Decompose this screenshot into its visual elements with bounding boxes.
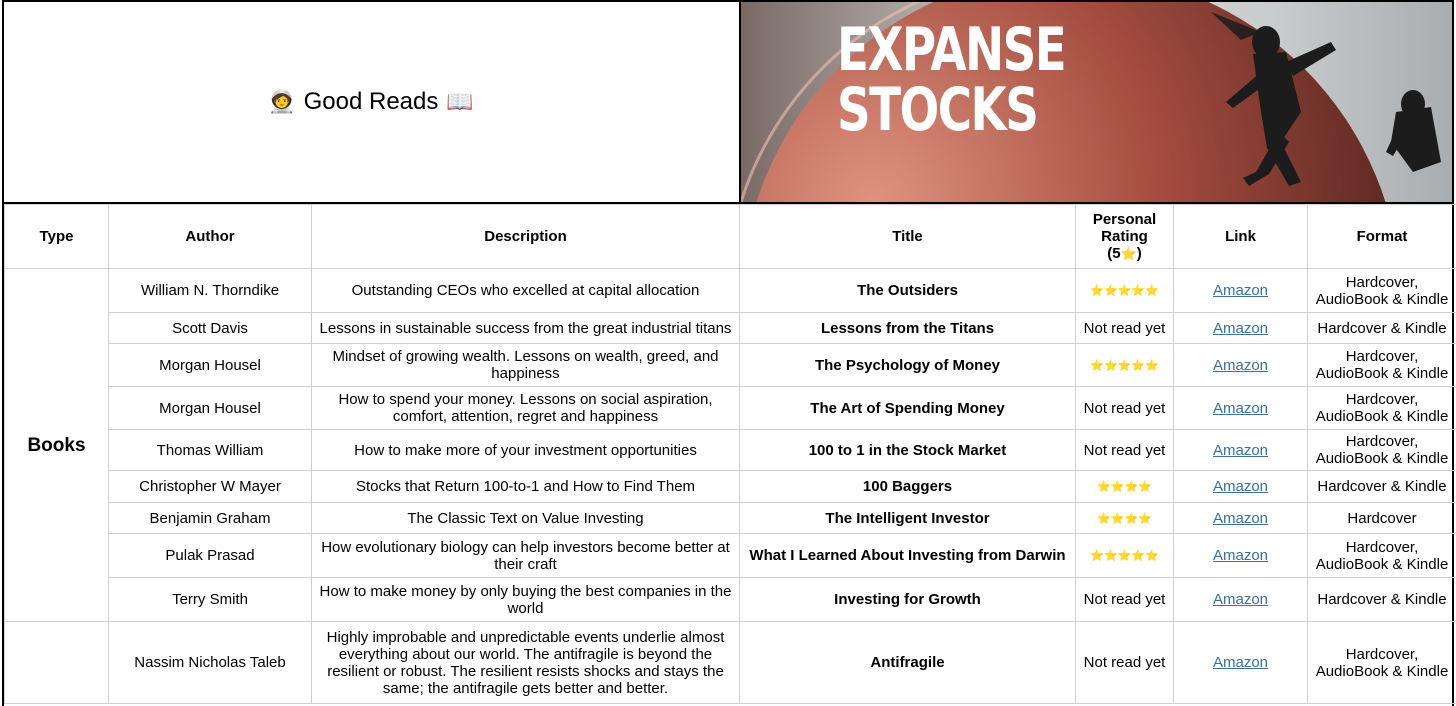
rating-header-close: ) <box>1136 245 1142 262</box>
author-cell: Terry Smith <box>109 578 312 622</box>
table-row <box>5 387 1456 430</box>
format-cell: Hardcover, AudioBook & Kindle <box>1308 344 1456 387</box>
type-cell-empty <box>5 622 109 704</box>
books-table <box>4 204 1456 704</box>
amazon-link[interactable]: Amazon <box>1212 591 1269 608</box>
column-header-link: Link <box>1174 205 1308 269</box>
star-rating-icons: ⭐⭐⭐⭐ <box>1097 512 1152 525</box>
rating-cell: Not read yet <box>1076 387 1174 430</box>
author-cell: Benjamin Graham <box>109 503 312 534</box>
author-cell: Pulak Prasad <box>109 534 312 578</box>
link-cell <box>1174 313 1308 344</box>
header-row <box>4 0 1452 204</box>
table-header-row <box>5 205 1456 269</box>
banner-line-1: EXPANSE <box>837 15 1066 85</box>
amazon-link[interactable]: Amazon <box>1212 282 1269 299</box>
author-cell: Thomas William <box>109 430 312 471</box>
rating-cell: Not read yet <box>1076 578 1174 622</box>
amazon-link[interactable]: Amazon <box>1212 399 1269 417</box>
link-cell <box>1174 622 1308 704</box>
star-rating-icons: ⭐⭐⭐⭐⭐ <box>1090 359 1159 372</box>
rating-cell <box>1076 471 1174 503</box>
title-cell: The Art of Spending Money <box>740 387 1076 430</box>
format-cell: Hardcover, AudioBook & Kindle <box>1308 430 1456 471</box>
table-row <box>5 313 1456 344</box>
format-cell: Hardcover & Kindle <box>1308 578 1456 622</box>
star-icon: ⭐ <box>1120 246 1137 261</box>
link-cell <box>1174 269 1308 313</box>
rating-header-line-1: Personal <box>1092 211 1157 228</box>
rating-cell <box>1076 503 1174 534</box>
table-row <box>5 430 1456 471</box>
format-cell: Hardcover, AudioBook & Kindle <box>1308 534 1456 578</box>
format-cell: Hardcover, AudioBook & Kindle <box>1308 622 1456 704</box>
star-rating-icons: ⭐⭐⭐⭐⭐ <box>1090 550 1159 562</box>
link-cell <box>1174 430 1308 471</box>
title-cell: Lessons from the Titans <box>740 313 1076 344</box>
title-cell: Investing for Growth <box>740 578 1076 622</box>
title-cell: The Psychology of Money <box>740 344 1076 387</box>
description-cell: Mindset of growing wealth. Lessons on wealth, greed, and happiness <box>312 344 740 387</box>
format-cell: Hardcover & Kindle <box>1308 471 1456 503</box>
description-cell: How evolutionary biology can help investors become better at their craft <box>312 534 740 578</box>
reading-list-sheet <box>2 0 1454 706</box>
amazon-link[interactable]: Amazon <box>1212 441 1269 459</box>
description-cell: Outstanding CEOs who excelled at capital allocation <box>312 269 740 313</box>
amazon-link[interactable]: Amazon <box>1212 547 1269 564</box>
link-cell <box>1174 471 1308 503</box>
description-cell: How to spend your money. Lessons on social aspiration, comfort, attention, regret and happiness <box>312 387 740 430</box>
table-row <box>5 344 1456 387</box>
title-cell: What I Learned About Investing from Darwin <box>740 534 1076 578</box>
star-rating-icons: ⭐⭐⭐⭐ <box>1097 481 1152 493</box>
expanse-stocks-banner <box>739 2 1452 202</box>
page-title <box>4 2 738 202</box>
title-cell: 100 to 1 in the Stock Market <box>740 430 1076 471</box>
author-cell: Nassim Nicholas Taleb <box>109 622 312 704</box>
description-cell: The Classic Text on Value Investing <box>312 503 740 534</box>
link-cell <box>1174 534 1308 578</box>
banner-line-2: STOCKS <box>837 75 1038 145</box>
amazon-link[interactable]: Amazon <box>1212 654 1269 671</box>
amazon-link[interactable]: Amazon <box>1212 356 1269 374</box>
amazon-link[interactable]: Amazon <box>1212 319 1269 337</box>
rating-cell <box>1076 269 1174 313</box>
open-book-icon: 📖 <box>446 89 474 115</box>
page-title-text: Good Reads <box>303 88 439 115</box>
title-cell: The Intelligent Investor <box>740 503 1076 534</box>
column-header-rating <box>1076 205 1174 269</box>
link-cell <box>1174 503 1308 534</box>
link-cell <box>1174 387 1308 430</box>
description-cell: Lessons in sustainable success from the great industrial titans <box>312 313 740 344</box>
rating-cell <box>1076 534 1174 578</box>
amazon-link[interactable]: Amazon <box>1212 478 1269 495</box>
column-header-type: Type <box>5 205 109 269</box>
author-cell: William N. Thorndike <box>109 269 312 313</box>
format-cell: Hardcover <box>1308 503 1456 534</box>
title-cell: The Outsiders <box>740 269 1076 313</box>
rating-cell: Not read yet <box>1076 430 1174 471</box>
rating-cell <box>1076 344 1174 387</box>
description-cell: How to make more of your investment opportunities <box>312 430 740 471</box>
table-row <box>5 534 1456 578</box>
link-cell <box>1174 344 1308 387</box>
title-cell: 100 Baggers <box>740 471 1076 503</box>
format-cell: Hardcover, AudioBook & Kindle <box>1308 387 1456 430</box>
link-cell <box>1174 578 1308 622</box>
amazon-link[interactable]: Amazon <box>1212 509 1269 527</box>
author-cell: Scott Davis <box>109 313 312 344</box>
column-header-description: Description <box>312 205 740 269</box>
star-rating-icons: ⭐⭐⭐⭐⭐ <box>1090 285 1159 297</box>
rating-cell: Not read yet <box>1076 622 1174 704</box>
format-cell: Hardcover & Kindle <box>1308 313 1456 344</box>
table-row <box>5 622 1456 704</box>
author-cell: Morgan Housel <box>109 344 312 387</box>
type-cell-books: Books <box>5 269 109 622</box>
table-row <box>5 471 1456 503</box>
description-cell: Highly improbable and unpredictable events underlie almost everything about our world. The antifragile is beyond the resilient or robust. The resilient resists shocks and stays the same; the antifragile gets better and better. <box>312 622 740 704</box>
column-header-title: Title <box>740 205 1076 269</box>
astronaut-icon: 🧑‍🚀 <box>268 89 296 115</box>
author-cell: Morgan Housel <box>109 387 312 430</box>
description-cell: Stocks that Return 100-to-1 and How to Find Them <box>312 471 740 503</box>
table-row <box>5 503 1456 534</box>
column-header-format: Format <box>1308 205 1456 269</box>
table-row <box>5 269 1456 313</box>
author-cell: Christopher W Mayer <box>109 471 312 503</box>
title-cell: Antifragile <box>740 622 1076 704</box>
description-cell: How to make money by only buying the best companies in the world <box>312 578 740 622</box>
rating-cell: Not read yet <box>1076 313 1174 344</box>
column-header-author: Author <box>109 205 312 269</box>
rating-header-text: Rating (5 <box>1101 228 1148 262</box>
format-cell: Hardcover, AudioBook & Kindle <box>1308 269 1456 313</box>
banner-title <box>837 15 1066 145</box>
table-row <box>5 578 1456 622</box>
rating-header-line-2 <box>1082 228 1167 262</box>
